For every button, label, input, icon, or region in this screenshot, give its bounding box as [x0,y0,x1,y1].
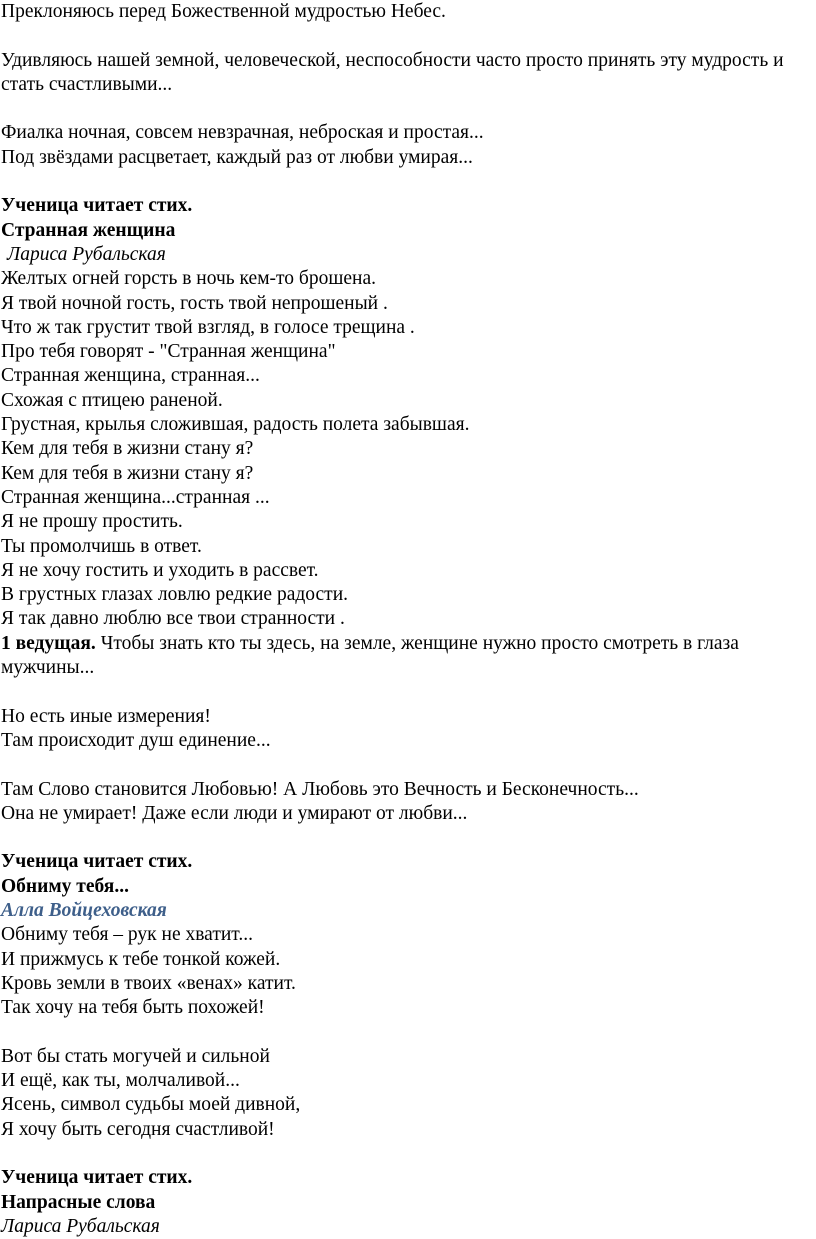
poem1-title: Странная женщина [1,219,176,241]
blank-line [1,826,813,850]
poem1-line: Кем для тебя в жизни стану я? [1,462,254,484]
document-page [1,0,813,1239]
poem1-author: Лариса Рубальская [7,243,166,265]
poem2-line: Я хочу быть сегодня счастливой! [1,1118,275,1140]
poem1-line: Ты промолчишь в ответ. [1,535,202,557]
host1-text: Чтобы знать кто ты здесь, на земле, женщине нужно просто смотреть в глаза мужчины... [1,632,739,679]
poem1-line: Что ж так грустит твой взгляд, в голосе трещина . [1,316,415,338]
poem2-line: Так хочу на тебя быть похожей! [1,997,265,1019]
poem3-author: Лариса Рубальская [1,1215,160,1237]
intro-line: Преклоняюсь перед Божественной мудростью Небес. [1,1,446,22]
poem2-author: Алла Войцеховская [1,899,167,921]
blank-line [1,24,813,48]
intro-line: Под звёздами расцветает, каждый раз от любви умирая... [1,146,473,168]
poem3-title: Напрасные слова [1,1191,156,1213]
poem1-line: Странная женщина...странная ... [1,486,270,508]
host1-label: 1 ведущая. [1,632,96,654]
poem1-line: Кем для тебя в жизни стану я? [1,438,254,460]
blank-line [1,753,813,777]
intro-paragraph: Удивляюсь нашей земной, человеческой, неспособности часто просто принять эту мудрость и стать счастливыми... [1,49,784,95]
blank-line [1,1020,813,1044]
poem2-line: И прижмусь к тебе тонкой кожей. [1,948,281,970]
poem2-title: Обниму тебя... [1,875,129,897]
poem2-line: И ещё, как ты, молчаливой... [1,1070,240,1092]
host1-line: Но есть иные измерения! [1,705,211,727]
poem3-heading: Ученица читает стих. [1,1167,193,1189]
blank-line [1,170,813,194]
poem1-line: Желтых огней горсть в ночь кем-то брошена. [1,268,376,290]
poem1-line: Про тебя говорят - "Странная женщина" [1,341,336,363]
poem1-heading: Ученица читает стих. [1,195,193,217]
poem2-line: Вот бы стать могучей и сильной [1,1045,270,1067]
blank-line [1,97,813,121]
poem1-line: Я не прошу простить. [1,511,183,533]
intro-line: Фиалка ночная, совсем невзрачная, неброская и простая... [1,122,484,144]
poem1-line: Я твой ночной гость, гость твой непрошеный . [1,292,388,314]
blank-line [1,1142,813,1166]
poem1-line: Схожая с птицею раненой. [1,389,223,411]
poem1-line: Я так давно люблю все твои странности . [1,608,345,630]
host1-line: Там Слово становится Любовью! А Любовь это Вечность и Бесконечность... [1,778,639,800]
poem2-line: Ясень, символ судьбы моей дивной, [1,1094,301,1116]
poem2-line: Кровь земли в твоих «венах» катит. [1,972,296,994]
poem1-line: Я не хочу гостить и уходить в рассвет. [1,559,319,581]
host1-line: Она не умирает! Даже если люди и умирают от любви... [1,802,468,824]
poem2-heading: Ученица читает стих. [1,851,193,873]
poem1-line: Грустная, крылья сложившая, радость полета забывшая. [1,414,470,436]
poem1-line: В грустных глазах ловлю редкие радости. [1,584,349,606]
poem1-line: Странная женщина, странная... [1,365,260,387]
host1-line: Там происходит душ единение... [1,729,271,751]
blank-line [1,680,813,704]
poem2-line: Обниму тебя – рук не хватит... [1,924,253,946]
host1-paragraph [1,632,813,681]
